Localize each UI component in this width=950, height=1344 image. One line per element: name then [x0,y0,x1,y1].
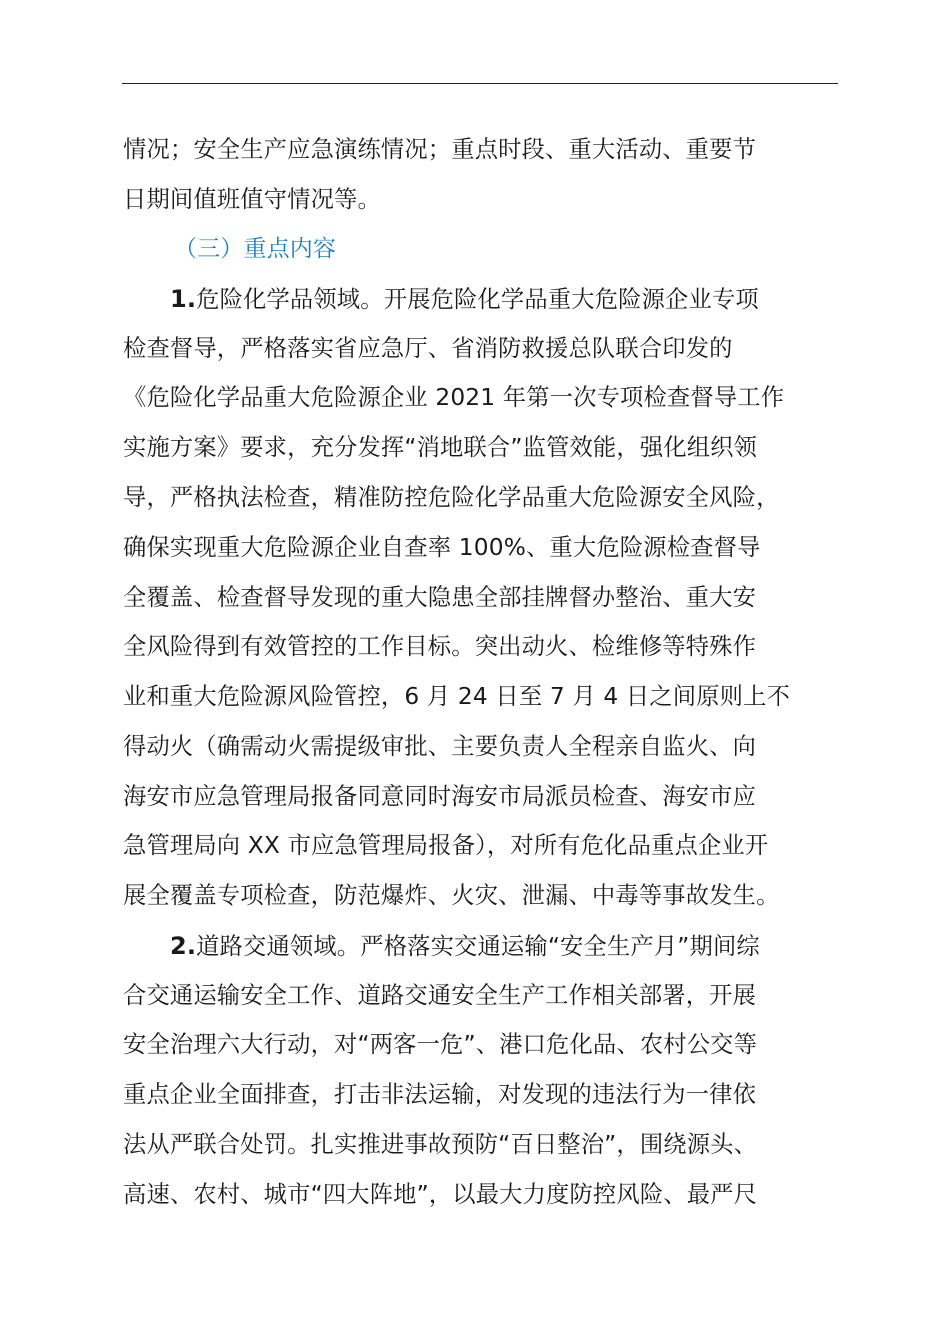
text-line: 法从严联合处罚。扎实推进事故预防“百日整治”，围绕源头、 [123,1131,758,1158]
text-line: 重点企业全面排查，打击非法运输，对发现的违法行为一律依 [123,1081,757,1108]
item-heading-text: 危险化学品领域。开展危险化学品重大危险源企业专项 [196,286,759,313]
text-line [170,929,760,963]
text-line: 海安市应急管理局报备同意同时海安市局派员检查、海安市应 [123,783,757,810]
item-number: 2. [170,932,197,960]
item-number: 1. [170,285,197,313]
text-line: 全风险得到有效管控的工作目标。突出动火、检维修等特殊作 [123,633,757,660]
text-line: 得动火（确需动火需提级审批、主要负责人全程亲自监火、向 [123,733,757,760]
text-line: 《危险化学品重大危险源企业 2021 年第一次专项检查督导工作 [123,384,785,411]
text-line: 确保实现重大危险源企业自查率 100%、重大危险源检查督导 [123,534,761,561]
text-line: 高速、农村、城市“四大阵地”，以最大力度防控风险、最严尺 [123,1181,758,1208]
text-line: 合交通运输安全工作、道路交通安全生产工作相关部署，开展 [123,982,757,1009]
section-heading: （三）重点内容 [174,236,337,262]
text-line: 导，严格执法检查，精准防控危险化学品重大危险源安全风险， [123,484,780,511]
text-line [170,282,759,316]
header-rule [122,83,838,84]
text-line: 急管理局向 XX 市应急管理局报备），对所有危化品重点企业开 [123,832,769,859]
text-line: 安全治理六大行动，对“两客一危”、港口危化品、农村公交等 [123,1031,758,1058]
text-line: 情况；安全生产应急演练情况；重点时段、重大活动、重要节 [123,136,757,163]
text-line: 展全覆盖专项检查，防范爆炸、火灾、泄漏、中毒等事故发生。 [123,882,780,909]
text-line: 检查督导，严格落实省应急厅、省消防救援总队联合印发的 [123,335,733,362]
text-line: 全覆盖、检查督导发现的重大隐患全部挂牌督办整治、重大安 [123,584,757,611]
text-line: 日期间值班值守情况等。 [123,186,381,213]
text-line: 业和重大危险源风险管控，6 月 24 日至 7 月 4 日之间原则上不 [123,683,791,710]
item-heading-text: 道路交通领域。严格落实交通运输“安全生产月”期间综 [196,933,760,960]
text-line: 实施方案》要求，充分发挥“消地联合”监管效能，强化组织领 [123,434,758,461]
